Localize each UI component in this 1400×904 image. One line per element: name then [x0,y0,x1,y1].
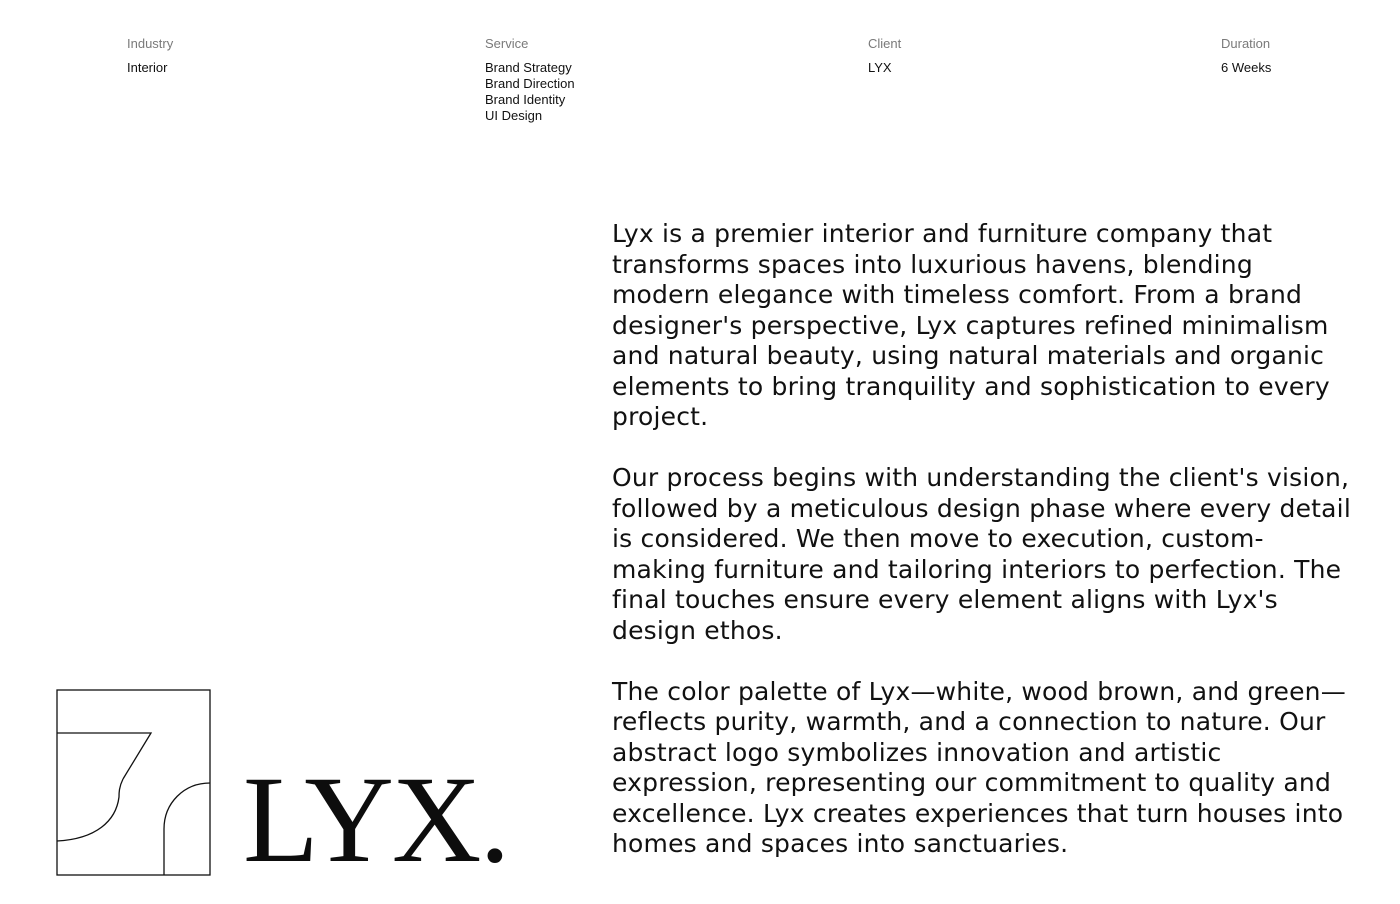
meta-service-values [485,60,575,124]
meta-industry-label: Industry [127,36,174,51]
meta-client [868,36,901,76]
brand-wordmark: LYX. [243,751,509,888]
meta-service-value: Brand Identity [485,92,566,107]
meta-client-label: Client [868,36,902,51]
meta-duration-values [1221,60,1271,76]
meta-industry [127,36,173,76]
meta-service-value: Brand Strategy [485,60,572,75]
meta-industry-values [127,60,173,76]
meta-duration-value: 6 Weeks [1221,60,1272,75]
meta-service-value: Brand Direction [485,76,575,91]
meta-service [485,36,575,124]
meta-client-values [868,60,901,76]
description-paragraph: Lyx is a premier interior and furniture company that transforms spaces into luxurious havens, blending modern elegance with timeless comfort. From a brand designer's perspective, Lyx captures refined minimalism and natural beauty, using natural materials and organic elements to bring tranquility and sophistication to every project. [612,219,1330,431]
project-description [612,219,1352,890]
meta-industry-value: Interior [127,60,168,75]
abstract-lyx-mark-icon [56,689,212,877]
description-paragraph: The color palette of Lyx—white, wood brown, and green—reflects purity, warmth, and a connection to nature. Our abstract logo symbolizes innovation and artistic expression, representing our commitment to quality and excellence. Lyx creates experiences that turn houses into homes and spaces into sanctuaries. [612,676,1346,858]
description-paragraph: Our process begins with understanding the client's vision, followed by a meticulous design phase where every detail is considered. We then move to execution, custom-making furniture and tailoring interiors to perfection. The final touches ensure every element aligns with Lyx's design ethos. [612,463,1351,645]
meta-service-value: UI Design [485,108,543,123]
meta-service-label: Service [485,36,529,51]
meta-duration [1221,36,1271,76]
meta-duration-label: Duration [1221,36,1271,51]
meta-client-value: LYX [868,60,892,75]
